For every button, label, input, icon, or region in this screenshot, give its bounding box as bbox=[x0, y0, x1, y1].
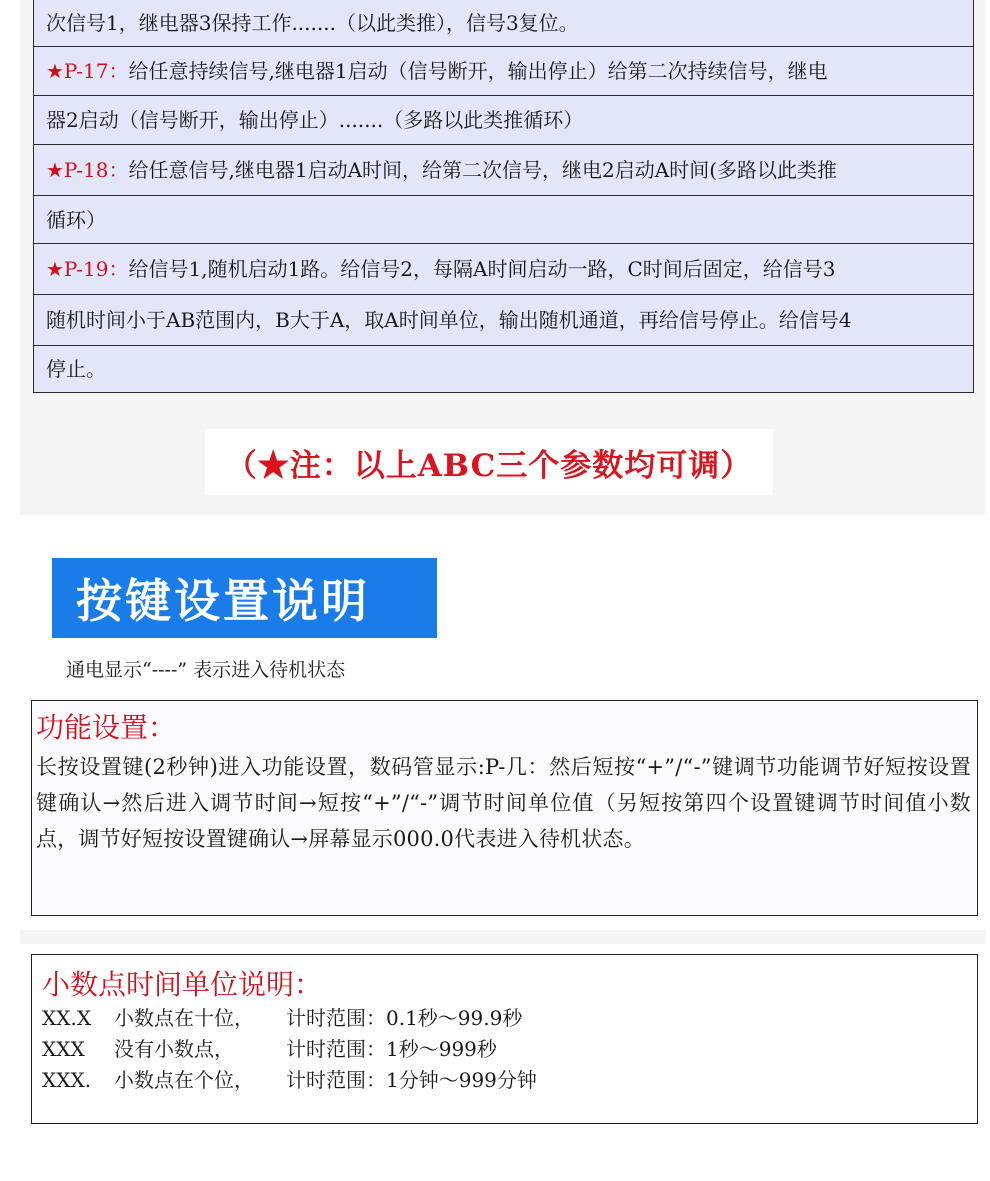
separator-strip bbox=[20, 930, 986, 944]
mode-text: 给任意信号,继电器1启动A时间，给第二次信号，继电2启动A时间(多路以此类推 bbox=[128, 158, 837, 182]
mode-text: 循环） bbox=[46, 207, 106, 232]
section-banner bbox=[52, 558, 437, 638]
mode-code-p18: ★P-18： bbox=[46, 158, 129, 182]
parameter-note-text: （★注：以上ABC三个参数均可调） bbox=[225, 447, 753, 484]
mode-row bbox=[34, 95, 973, 144]
mode-row bbox=[34, 243, 973, 294]
decimal-format: XXX. bbox=[42, 1068, 92, 1092]
function-settings-box bbox=[31, 700, 978, 916]
mode-row bbox=[34, 144, 973, 195]
mode-code-p19: ★P-19： bbox=[46, 257, 129, 281]
decimal-point-title: 小数点时间单位说明： bbox=[42, 968, 323, 1001]
mode-row bbox=[34, 46, 973, 95]
decimal-format: XXX bbox=[42, 1037, 85, 1061]
mode-row bbox=[34, 294, 973, 345]
function-settings-body: 长按设置键(2秒钟)进入功能设置，数码管显示:P-几：然后短按“+”/“-”键调节功能调节好短按设置键确认→然后进入调节时间→短按“+”/“-”调节时间单位值（另短按第四个设置键调节时间值小数点，调节好短按设置键确认→屏幕显示000.0代表进入待机状态。 bbox=[36, 755, 971, 851]
decimal-point-box bbox=[31, 954, 978, 1124]
mode-row bbox=[34, 195, 973, 243]
decimal-row bbox=[42, 1003, 967, 1034]
parameter-note bbox=[205, 429, 773, 495]
mode-text: 给任意持续信号,继电器1启动（信号断开，输出停止）给第二次持续信号，继电 bbox=[128, 59, 828, 83]
mode-row bbox=[34, 0, 973, 46]
mode-text: 给信号1,随机启动1路。给信号2，每隔A时间启动一路，C时间后固定，给信号3 bbox=[128, 257, 836, 281]
mode-row bbox=[34, 345, 973, 392]
decimal-row bbox=[42, 1065, 967, 1096]
mode-table bbox=[33, 0, 974, 393]
standby-description: 通电显示“----” 表示进入待机状态 bbox=[66, 659, 346, 681]
decimal-range: 计时范围：1秒～999秒 bbox=[286, 1037, 497, 1061]
mode-text: 次信号1，继电器3保持工作.......（以此类推），信号3复位。 bbox=[46, 11, 579, 35]
function-settings-title: 功能设置： bbox=[36, 711, 177, 744]
mode-text: 随机时间小于AB范围内，B大于A，取A时间单位，输出随机通道，再给信号停止。给信号4 bbox=[46, 308, 852, 332]
decimal-position: 小数点在个位， bbox=[114, 1068, 254, 1092]
decimal-range: 计时范围：0.1秒～99.9秒 bbox=[286, 1006, 523, 1030]
decimal-position: 没有小数点， bbox=[114, 1037, 234, 1061]
decimal-row bbox=[42, 1034, 967, 1065]
mode-text: 器2启动（信号断开，输出停止）.......（多路以此类推循环） bbox=[46, 108, 584, 132]
section-title: 按键设置说明 bbox=[76, 574, 370, 628]
mode-text: 停止。 bbox=[46, 357, 106, 381]
decimal-format: XX.X bbox=[42, 1006, 92, 1030]
decimal-position: 小数点在十位， bbox=[114, 1006, 254, 1030]
mode-code-p17: ★P-17： bbox=[46, 59, 129, 83]
decimal-range: 计时范围：1分钟～999分钟 bbox=[286, 1068, 537, 1092]
